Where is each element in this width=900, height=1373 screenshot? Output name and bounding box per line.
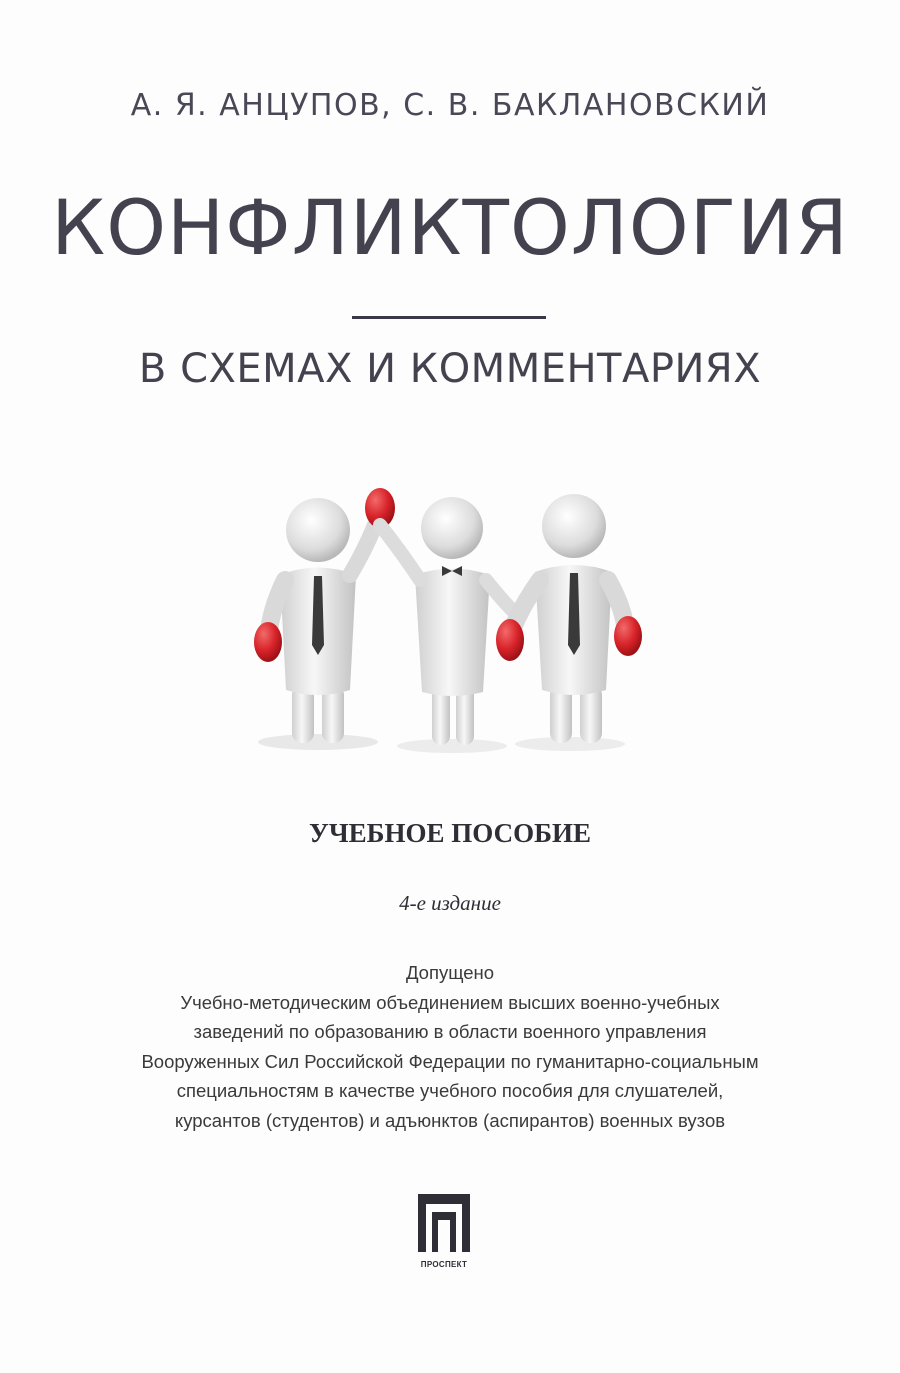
title-divider	[352, 316, 546, 319]
publisher-logo	[408, 1190, 480, 1276]
approval-line: Допущено	[405, 962, 495, 983]
prospekt-logo-icon	[408, 1190, 480, 1260]
approval-statement	[0, 958, 900, 1135]
publisher-name: ПРОСПЕКТ	[420, 1260, 468, 1269]
right-boxer-figure	[496, 494, 642, 743]
approval-line: курсантов (студентов) и адъюнктов (аспирантов) военных вузов	[174, 1109, 726, 1131]
book-title: КОНФЛИКТОЛОГИЯ	[51, 183, 849, 272]
approval-line: специальностям в качестве учебного пособия для слушателей,	[176, 1080, 724, 1101]
middle-referee-figure	[380, 497, 512, 745]
book-type-label: УЧЕБНОЕ ПОСОБИЕ	[309, 818, 591, 848]
three-boxer-figures-illustration	[240, 480, 660, 760]
approval-line: Учебно-методическим объединением высших военно-учебных	[180, 991, 720, 1013]
approval-line: заведений по образованию в области военного управления	[193, 1021, 707, 1042]
authors: А. Я. АНЦУПОВ, С. В. БАКЛАНОВСКИЙ	[130, 88, 770, 123]
edition-label: 4-е издание	[399, 891, 501, 915]
book-subtitle: В СХЕМАХ И КОММЕНТАРИЯХ	[138, 346, 762, 392]
approval-line: Вооруженных Сил Российской Федерации по гуманитарно-социальным	[141, 1050, 759, 1072]
